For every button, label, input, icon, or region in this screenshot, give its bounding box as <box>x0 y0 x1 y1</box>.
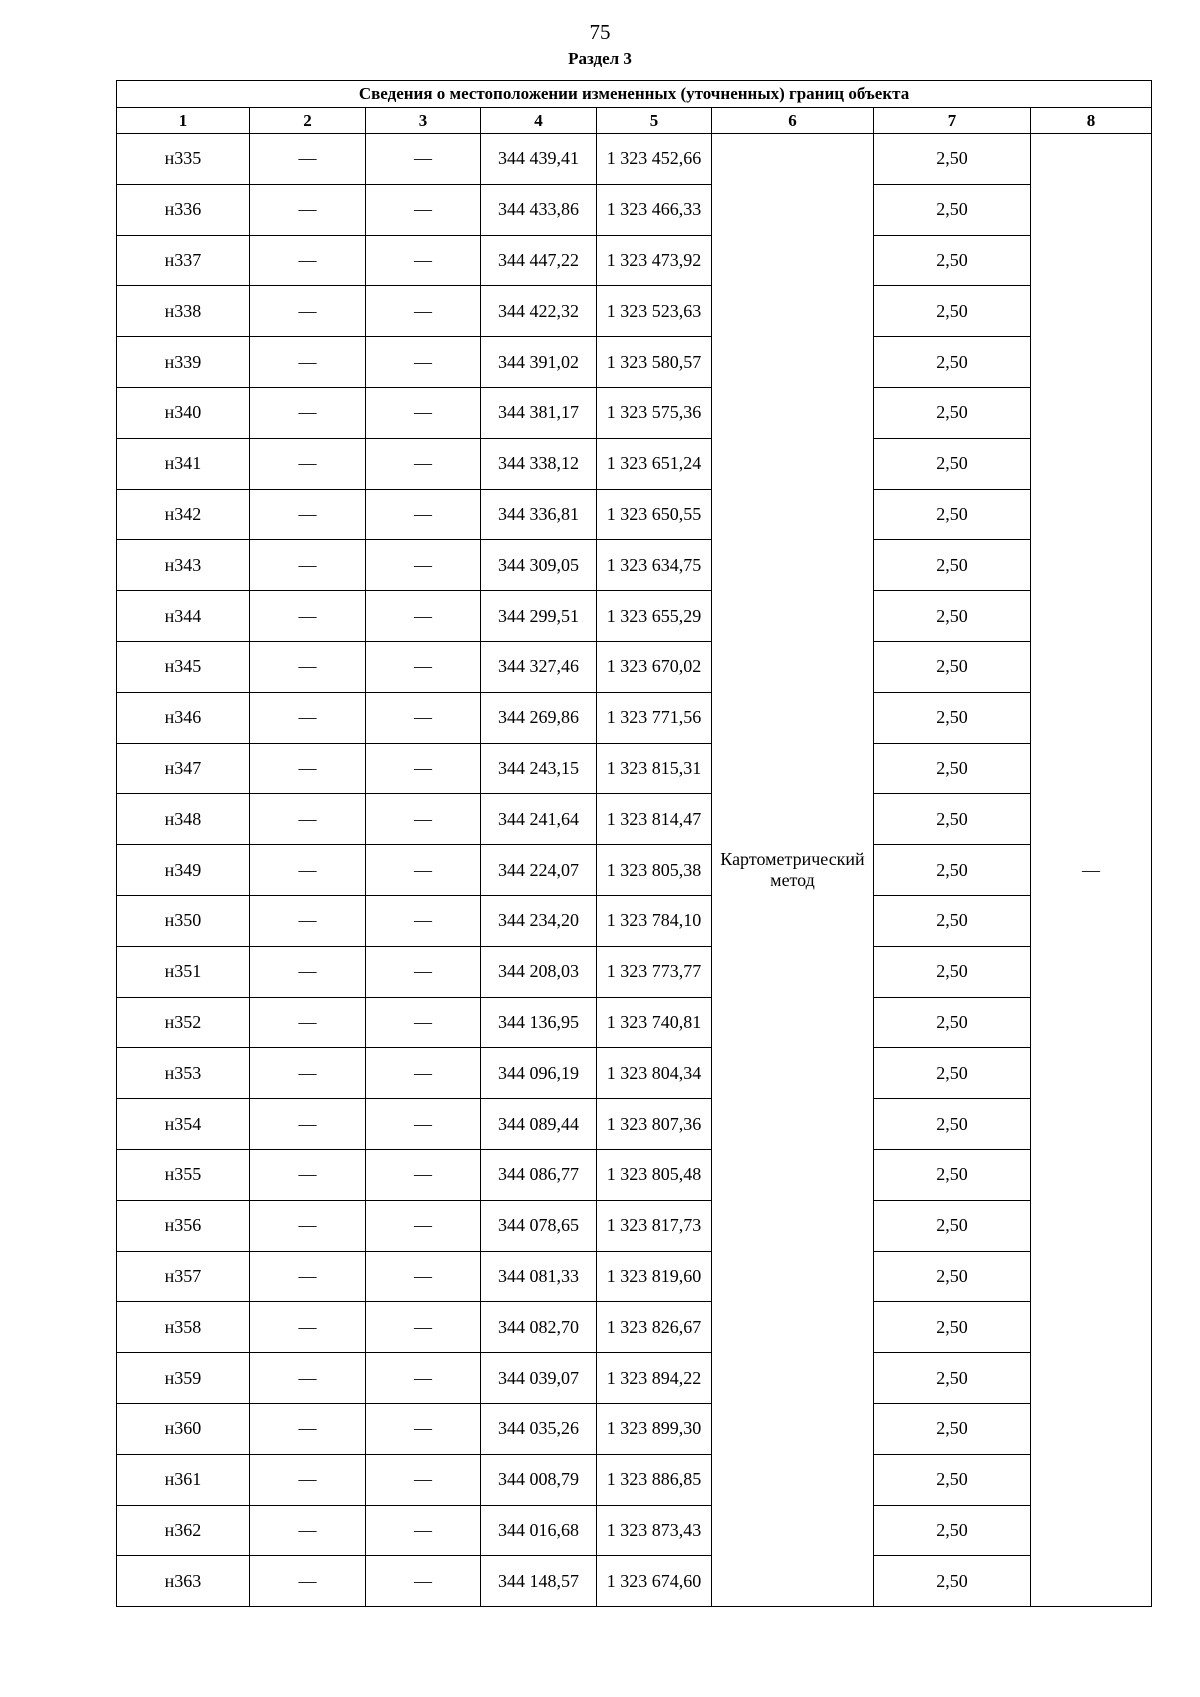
table-row <box>117 1149 1152 1200</box>
accuracy-cell: 2,50 <box>874 997 1031 1048</box>
point-name-cell: н345 <box>117 641 250 692</box>
x-coordinate-cell: 344 433,86 <box>481 184 597 235</box>
column-number: 8 <box>1031 108 1152 134</box>
column-2-cell: — <box>250 692 366 743</box>
x-coordinate-cell: 344 439,41 <box>481 134 597 185</box>
point-name-cell: н350 <box>117 895 250 946</box>
column-2-cell: — <box>250 387 366 438</box>
column-3-cell: — <box>366 997 481 1048</box>
column-2-cell: — <box>250 743 366 794</box>
column-3-cell: — <box>366 1403 481 1454</box>
point-name-cell: н361 <box>117 1454 250 1505</box>
table-row <box>117 946 1152 997</box>
x-coordinate-cell: 344 086,77 <box>481 1149 597 1200</box>
y-coordinate-cell: 1 323 826,67 <box>597 1302 712 1353</box>
table-row <box>117 1454 1152 1505</box>
y-coordinate-cell: 1 323 805,48 <box>597 1149 712 1200</box>
column-3-cell: — <box>366 895 481 946</box>
y-coordinate-cell: 1 323 899,30 <box>597 1403 712 1454</box>
point-name-cell: н337 <box>117 235 250 286</box>
method-cell: Картометрический метод <box>712 134 874 1607</box>
x-coordinate-cell: 344 336,81 <box>481 489 597 540</box>
column-3-cell: — <box>366 134 481 185</box>
x-coordinate-cell: 344 234,20 <box>481 895 597 946</box>
table-row <box>117 997 1152 1048</box>
table-row <box>117 438 1152 489</box>
x-coordinate-cell: 344 447,22 <box>481 235 597 286</box>
y-coordinate-cell: 1 323 817,73 <box>597 1200 712 1251</box>
column-2-cell: — <box>250 1251 366 1302</box>
accuracy-cell: 2,50 <box>874 540 1031 591</box>
accuracy-cell: 2,50 <box>874 794 1031 845</box>
column-2-cell: — <box>250 591 366 642</box>
column-number: 1 <box>117 108 250 134</box>
y-coordinate-cell: 1 323 674,60 <box>597 1556 712 1607</box>
x-coordinate-cell: 344 035,26 <box>481 1403 597 1454</box>
column-2-cell: — <box>250 1048 366 1099</box>
column-2-cell: — <box>250 337 366 388</box>
column-3-cell: — <box>366 235 481 286</box>
table-row <box>117 540 1152 591</box>
x-coordinate-cell: 344 016,68 <box>481 1505 597 1556</box>
accuracy-cell: 2,50 <box>874 286 1031 337</box>
column-2-cell: — <box>250 489 366 540</box>
table-caption: Сведения о местоположении измененных (уточненных) границ объекта <box>117 81 1152 108</box>
accuracy-cell: 2,50 <box>874 235 1031 286</box>
column-2-cell: — <box>250 895 366 946</box>
table-row <box>117 743 1152 794</box>
table-row <box>117 1200 1152 1251</box>
accuracy-cell: 2,50 <box>874 1302 1031 1353</box>
column-2-cell: — <box>250 1200 366 1251</box>
column-3-cell: — <box>366 1048 481 1099</box>
column-3-cell: — <box>366 1149 481 1200</box>
point-name-cell: н360 <box>117 1403 250 1454</box>
column-2-cell: — <box>250 946 366 997</box>
point-name-cell: н336 <box>117 184 250 235</box>
column-2-cell: — <box>250 997 366 1048</box>
y-coordinate-cell: 1 323 466,33 <box>597 184 712 235</box>
x-coordinate-cell: 344 136,95 <box>481 997 597 1048</box>
x-coordinate-cell: 344 096,19 <box>481 1048 597 1099</box>
y-coordinate-cell: 1 323 805,38 <box>597 845 712 896</box>
column-3-cell: — <box>366 1302 481 1353</box>
table-row <box>117 1048 1152 1099</box>
column-3-cell: — <box>366 286 481 337</box>
point-name-cell: н338 <box>117 286 250 337</box>
column-3-cell: — <box>366 1454 481 1505</box>
accuracy-cell: 2,50 <box>874 489 1031 540</box>
y-coordinate-cell: 1 323 650,55 <box>597 489 712 540</box>
column-2-cell: — <box>250 641 366 692</box>
table-row <box>117 1556 1152 1607</box>
y-coordinate-cell: 1 323 804,34 <box>597 1048 712 1099</box>
x-coordinate-cell: 344 299,51 <box>481 591 597 642</box>
column-3-cell: — <box>366 1556 481 1607</box>
y-coordinate-cell: 1 323 740,81 <box>597 997 712 1048</box>
accuracy-cell: 2,50 <box>874 1099 1031 1150</box>
point-name-cell: н339 <box>117 337 250 388</box>
y-coordinate-cell: 1 323 655,29 <box>597 591 712 642</box>
accuracy-cell: 2,50 <box>874 387 1031 438</box>
x-coordinate-cell: 344 008,79 <box>481 1454 597 1505</box>
column-3-cell: — <box>366 184 481 235</box>
column-2-cell: — <box>250 794 366 845</box>
x-coordinate-cell: 344 208,03 <box>481 946 597 997</box>
accuracy-cell: 2,50 <box>874 845 1031 896</box>
column-2-cell: — <box>250 184 366 235</box>
accuracy-cell: 2,50 <box>874 1505 1031 1556</box>
point-name-cell: н358 <box>117 1302 250 1353</box>
accuracy-cell: 2,50 <box>874 134 1031 185</box>
point-name-cell: н344 <box>117 591 250 642</box>
table-row <box>117 591 1152 642</box>
point-name-cell: н353 <box>117 1048 250 1099</box>
accuracy-cell: 2,50 <box>874 692 1031 743</box>
x-coordinate-cell: 344 039,07 <box>481 1353 597 1404</box>
accuracy-cell: 2,50 <box>874 1556 1031 1607</box>
column-3-cell: — <box>366 692 481 743</box>
y-coordinate-cell: 1 323 771,56 <box>597 692 712 743</box>
table-row <box>117 1302 1152 1353</box>
column-2-cell: — <box>250 235 366 286</box>
table-row <box>117 1099 1152 1150</box>
y-coordinate-cell: 1 323 873,43 <box>597 1505 712 1556</box>
y-coordinate-cell: 1 323 807,36 <box>597 1099 712 1150</box>
point-name-cell: н355 <box>117 1149 250 1200</box>
point-name-cell: н343 <box>117 540 250 591</box>
point-name-cell: н354 <box>117 1099 250 1150</box>
x-coordinate-cell: 344 243,15 <box>481 743 597 794</box>
point-name-cell: н348 <box>117 794 250 845</box>
point-name-cell: н342 <box>117 489 250 540</box>
y-coordinate-cell: 1 323 784,10 <box>597 895 712 946</box>
column-3-cell: — <box>366 591 481 642</box>
column-2-cell: — <box>250 134 366 185</box>
column-3-cell: — <box>366 946 481 997</box>
page-number: 75 <box>589 20 611 44</box>
x-coordinate-cell: 344 224,07 <box>481 845 597 896</box>
column-2-cell: — <box>250 1099 366 1150</box>
column-number: 4 <box>481 108 597 134</box>
column-3-cell: — <box>366 387 481 438</box>
y-coordinate-cell: 1 323 580,57 <box>597 337 712 388</box>
x-coordinate-cell: 344 148,57 <box>481 1556 597 1607</box>
section-title: Раздел 3 <box>568 49 632 68</box>
column-number: 6 <box>712 108 874 134</box>
point-name-cell: н352 <box>117 997 250 1048</box>
x-coordinate-cell: 344 269,86 <box>481 692 597 743</box>
accuracy-cell: 2,50 <box>874 1251 1031 1302</box>
accuracy-cell: 2,50 <box>874 1454 1031 1505</box>
x-coordinate-cell: 344 338,12 <box>481 438 597 489</box>
accuracy-cell: 2,50 <box>874 1403 1031 1454</box>
table-row <box>117 337 1152 388</box>
column-3-cell: — <box>366 794 481 845</box>
column-2-cell: — <box>250 845 366 896</box>
accuracy-cell: 2,50 <box>874 1048 1031 1099</box>
x-coordinate-cell: 344 309,05 <box>481 540 597 591</box>
point-name-cell: н340 <box>117 387 250 438</box>
column-3-cell: — <box>366 1353 481 1404</box>
column-number: 5 <box>597 108 712 134</box>
column-2-cell: — <box>250 438 366 489</box>
y-coordinate-cell: 1 323 819,60 <box>597 1251 712 1302</box>
coordinates-table <box>116 80 1152 1607</box>
point-name-cell: н357 <box>117 1251 250 1302</box>
x-coordinate-cell: 344 381,17 <box>481 387 597 438</box>
column-number: 7 <box>874 108 1031 134</box>
point-name-cell: н359 <box>117 1353 250 1404</box>
column-3-cell: — <box>366 489 481 540</box>
table-row <box>117 794 1152 845</box>
point-name-cell: н356 <box>117 1200 250 1251</box>
column-2-cell: — <box>250 1556 366 1607</box>
point-name-cell: н346 <box>117 692 250 743</box>
x-coordinate-cell: 344 241,64 <box>481 794 597 845</box>
point-name-cell: н347 <box>117 743 250 794</box>
x-coordinate-cell: 344 089,44 <box>481 1099 597 1150</box>
table-row <box>117 895 1152 946</box>
column-3-cell: — <box>366 1505 481 1556</box>
column-2-cell: — <box>250 1403 366 1454</box>
accuracy-cell: 2,50 <box>874 591 1031 642</box>
column-numbers-row <box>117 108 1152 134</box>
table-row <box>117 1403 1152 1454</box>
point-name-cell: н351 <box>117 946 250 997</box>
table-row <box>117 1353 1152 1404</box>
column-3-cell: — <box>366 845 481 896</box>
x-coordinate-cell: 344 422,32 <box>481 286 597 337</box>
column-2-cell: — <box>250 1353 366 1404</box>
column-2-cell: — <box>250 1505 366 1556</box>
column-3-cell: — <box>366 641 481 692</box>
table-row <box>117 1505 1152 1556</box>
y-coordinate-cell: 1 323 575,36 <box>597 387 712 438</box>
y-coordinate-cell: 1 323 523,63 <box>597 286 712 337</box>
x-coordinate-cell: 344 081,33 <box>481 1251 597 1302</box>
x-coordinate-cell: 344 078,65 <box>481 1200 597 1251</box>
table-row <box>117 286 1152 337</box>
column-3-cell: — <box>366 540 481 591</box>
accuracy-cell: 2,50 <box>874 946 1031 997</box>
column-3-cell: — <box>366 1251 481 1302</box>
accuracy-cell: 2,50 <box>874 184 1031 235</box>
table-row <box>117 134 1152 185</box>
table-row <box>117 489 1152 540</box>
accuracy-cell: 2,50 <box>874 337 1031 388</box>
point-name-cell: н362 <box>117 1505 250 1556</box>
point-name-cell: н349 <box>117 845 250 896</box>
column-2-cell: — <box>250 286 366 337</box>
accuracy-cell: 2,50 <box>874 641 1031 692</box>
table-row <box>117 641 1152 692</box>
y-coordinate-cell: 1 323 670,02 <box>597 641 712 692</box>
x-coordinate-cell: 344 327,46 <box>481 641 597 692</box>
table-row <box>117 692 1152 743</box>
accuracy-cell: 2,50 <box>874 1149 1031 1200</box>
column-2-cell: — <box>250 540 366 591</box>
y-coordinate-cell: 1 323 894,22 <box>597 1353 712 1404</box>
y-coordinate-cell: 1 323 814,47 <box>597 794 712 845</box>
accuracy-cell: 2,50 <box>874 1353 1031 1404</box>
table-body <box>117 134 1152 1607</box>
y-coordinate-cell: 1 323 452,66 <box>597 134 712 185</box>
y-coordinate-cell: 1 323 634,75 <box>597 540 712 591</box>
accuracy-cell: 2,50 <box>874 895 1031 946</box>
y-coordinate-cell: 1 323 815,31 <box>597 743 712 794</box>
point-name-cell: н341 <box>117 438 250 489</box>
column-2-cell: — <box>250 1454 366 1505</box>
column-3-cell: — <box>366 1099 481 1150</box>
table-caption-row <box>117 81 1152 108</box>
column-3-cell: — <box>366 1200 481 1251</box>
y-coordinate-cell: 1 323 651,24 <box>597 438 712 489</box>
column-number: 2 <box>250 108 366 134</box>
column-2-cell: — <box>250 1149 366 1200</box>
table-row <box>117 1251 1152 1302</box>
column-3-cell: — <box>366 743 481 794</box>
x-coordinate-cell: 344 391,02 <box>481 337 597 388</box>
accuracy-cell: 2,50 <box>874 743 1031 794</box>
column-8-cell: — <box>1031 134 1152 1607</box>
table-row <box>117 387 1152 438</box>
accuracy-cell: 2,50 <box>874 438 1031 489</box>
table-row <box>117 184 1152 235</box>
y-coordinate-cell: 1 323 773,77 <box>597 946 712 997</box>
table-row <box>117 235 1152 286</box>
point-name-cell: н363 <box>117 1556 250 1607</box>
accuracy-cell: 2,50 <box>874 1200 1031 1251</box>
column-number: 3 <box>366 108 481 134</box>
column-3-cell: — <box>366 337 481 388</box>
x-coordinate-cell: 344 082,70 <box>481 1302 597 1353</box>
table-row <box>117 845 1152 896</box>
y-coordinate-cell: 1 323 473,92 <box>597 235 712 286</box>
column-3-cell: — <box>366 438 481 489</box>
point-name-cell: н335 <box>117 134 250 185</box>
y-coordinate-cell: 1 323 886,85 <box>597 1454 712 1505</box>
column-2-cell: — <box>250 1302 366 1353</box>
